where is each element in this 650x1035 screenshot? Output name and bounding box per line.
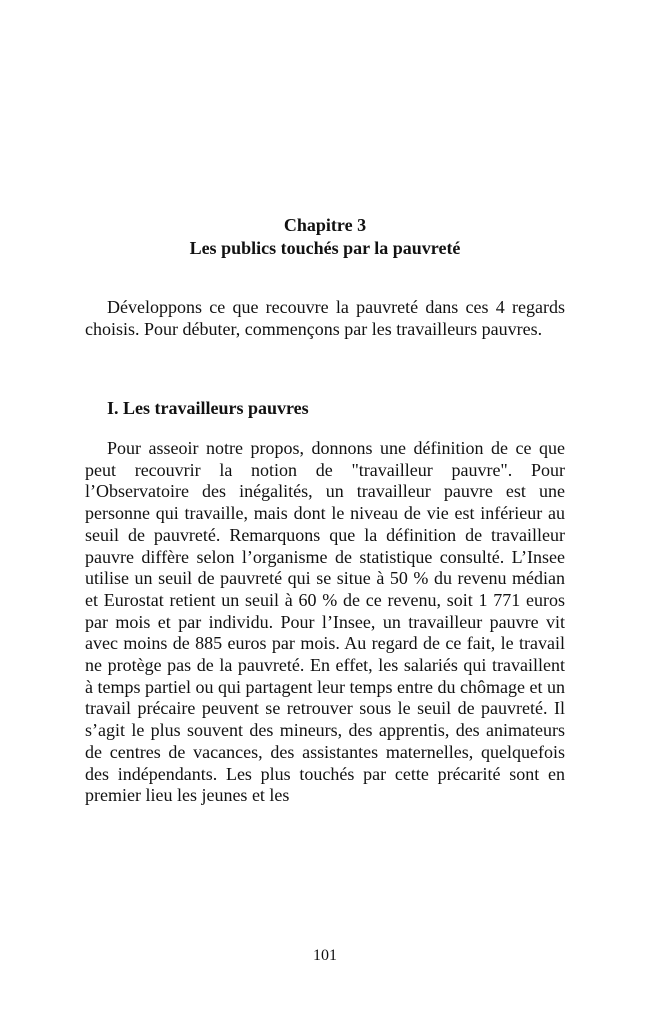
- chapter-number: Chapitre 3: [283, 215, 367, 235]
- section-heading: I. Les travailleurs pauvres: [107, 398, 309, 418]
- chapter-title: Les publics touchés par la pauvreté: [189, 238, 461, 258]
- intro-paragraph: Développons ce que recouvre la pauvreté dans ces 4 regards choisis. Pour débuter, commençons par les travailleurs pauvres.: [85, 297, 565, 339]
- page-number: 101: [313, 947, 337, 964]
- section-paragraph: Pour asseoir notre propos, donnons une définition de ce que peut recouvrir la notion de "travailleur pauvre". Pour l’Observatoire des inégalités, un travailleur pauvre est une personne qui travaille, mais dont le niveau de vie est inférieur au seuil de pauvreté. Remarquons que la définition de travailleur pauvre diffère selon l’organisme de statistique consulté. L’Insee utilise un seuil de pauvreté qui se situe à 50 % du revenu médian et Eurostat retient un seuil à 60 % de ce revenu, soit 1 771 euros par mois et par individu. Pour l’Insee, un travailleur pauvre vit avec moins de 885 euros par mois. Au regard de ce fait, le travail ne protège pas de la pauvreté. En effet, les salariés qui travaillent à temps partiel ou qui partagent leur temps entre du chômage et un travail précaire peuvent se retrouver sous le seuil de pauvreté. Il s’agit le plus souvent des mineurs, des apprentis, des animateurs de centres de vacances, des assistantes maternelles, quelquefois des indépendants. Les plus touchés par cette précarité sont en premier lieu les jeunes et les: [85, 438, 565, 806]
